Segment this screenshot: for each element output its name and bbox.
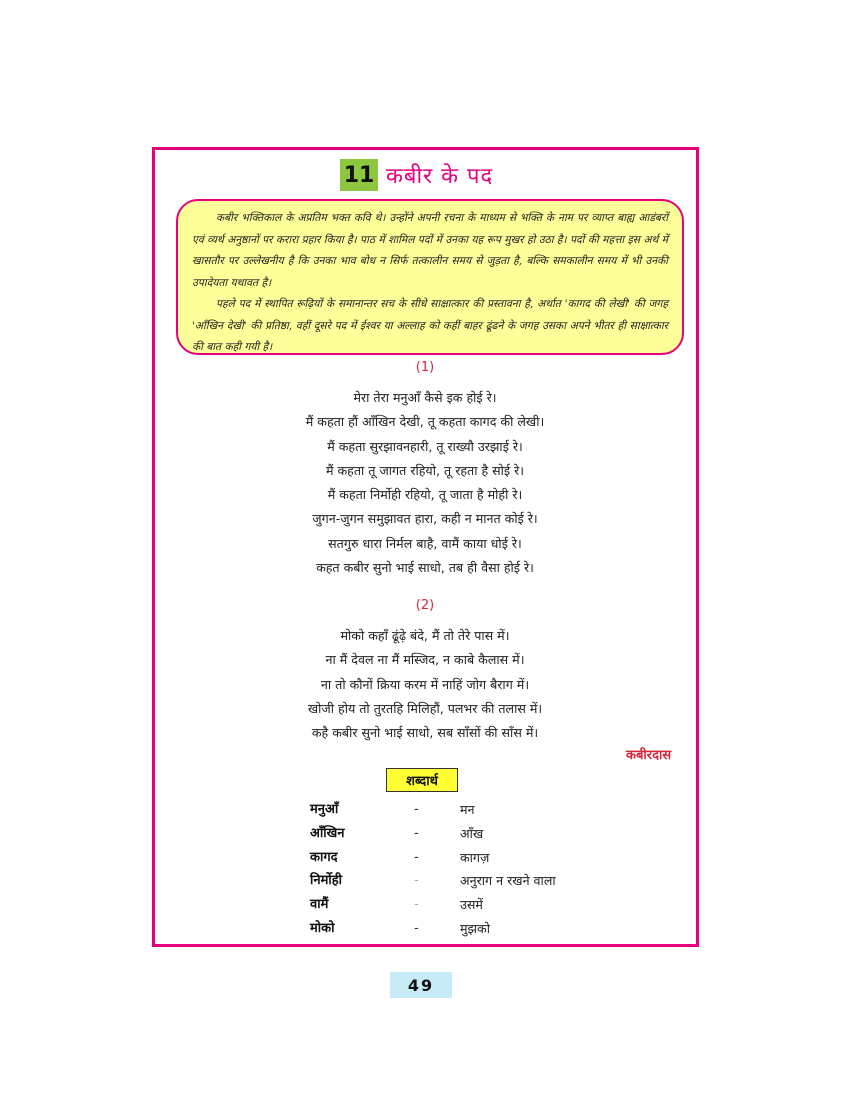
chapter-title: कबीर के पद <box>386 164 494 189</box>
glossary-meaning: मुझको <box>460 920 490 936</box>
glossary-word: मनुआँ <box>310 802 339 817</box>
page-number: 49 <box>390 972 452 998</box>
intro-paragraph-2: पहले पद में स्थापित रूढ़ियों के समानान्तर सच के सीधे साक्षात्कार की प्रस्तावना है, अर्थात 'कागद की लेखी' की जगह 'आँखिन देखी' की प्रतिष्ठा, वहीं दूसरे पद में ईश्वर या अल्लाह को कहीं बाहर ढूंढने के जगह उसका अपने भीतर ही साक्षात्कार की बात कही गयी है। <box>192 298 668 353</box>
glossary-dash: - <box>414 873 419 889</box>
poem-line: मेरा तेरा मनुआँ कैसे इक होई रे। <box>353 390 497 405</box>
poem-line: कहै कबीर सुनो भाई साधो, सब साँसों की साँस में। <box>311 725 539 741</box>
poem-line: मैं कहता निर्मोही रहियो, तू जाता है मोही रे। <box>327 487 523 503</box>
glossary-entry <box>310 869 630 893</box>
chapter-heading <box>340 158 493 192</box>
intro-paragraph-1: कबीर भक्तिकाल के अप्रतिम भक्त कवि थे। उन्होंने अपनी रचना के माध्यम से भक्ति के नाम पर व्याप्त बाह्य आडंबरों एवं व्यर्थ अनुष्ठानों पर करारा प्रहार किया है। पाठ में शामिल पदों में उनका यह रूप मुखर हो उठा है। पदों की महत्ता इस अर्थ में खासतौर पर उल्लेखनीय है कि उनका भाव बोध न सिर्फ तत्कालीन समय से जुड़ता है, बल्कि समकालीन समय में भी उनकी उपादेयता यथावत है। <box>192 212 668 289</box>
glossary-word: कागद <box>310 849 338 865</box>
glossary-word: मोको <box>310 920 335 936</box>
poem-line: मोको कहाँ ढूंढ़े बंदे, मैं तो तेरे पास में। <box>340 628 510 643</box>
glossary-dash: - <box>414 897 419 913</box>
glossary-entry <box>310 798 630 822</box>
glossary-title: शब्दार्थ <box>386 768 458 792</box>
poem-line: मैं कहता हौं आँखिन देखी, तू कहता कागद की लेखी। <box>305 414 545 430</box>
glossary-dash: - <box>414 825 419 841</box>
poem-1-number: (1) <box>415 360 435 375</box>
glossary-entry <box>310 846 630 870</box>
poem-2-number: (2) <box>415 598 435 613</box>
poem-line: मैं कहता तू जागत रहियो, तू रहता है सोई रे। <box>325 462 525 478</box>
chapter-number: 11 <box>340 159 378 191</box>
poem-line: कहत कबीर सुनो भाई साधो, तब ही वैसा होई रे। <box>316 560 534 576</box>
glossary-list <box>310 798 630 941</box>
glossary-dash: - <box>414 849 419 865</box>
poem-line: खोजी होय तो तुरतहि मिलिहौं, पलभर की तलास में। <box>307 700 543 716</box>
poem-2 <box>200 624 650 745</box>
poem-line: मैं कहता सुरझावनहारी, तू राख्यौ उरझाई रे। <box>327 438 523 454</box>
poet-name: कबीरदास <box>626 748 672 763</box>
glossary-meaning: कागज़ <box>460 849 490 865</box>
glossary-dash: - <box>414 802 419 817</box>
glossary-meaning: आँख <box>460 825 484 841</box>
poem-1 <box>200 386 650 580</box>
glossary-meaning: उसमें <box>460 897 483 913</box>
poem-line: ना मैं देवल ना मैं मस्जिद, न काबे कैलास में। <box>325 652 525 668</box>
glossary-entry <box>310 893 630 917</box>
glossary-meaning: मन <box>460 802 475 817</box>
glossary-word: आँखिन <box>310 825 345 841</box>
poem-line: सतगुरु धारा निर्मल बाहै, वामैं काया धोई रे। <box>328 535 522 551</box>
glossary-word: निर्मोही <box>310 873 342 889</box>
glossary-dash: - <box>414 920 419 936</box>
poem-line: ना तो कौनों क्रिया करम में नाहिं जोग बैराग में। <box>320 676 530 692</box>
glossary-entry <box>310 822 630 846</box>
glossary-meaning: अनुराग न रखने वाला <box>460 873 556 889</box>
poem-line: जुगन-जुगन समुझावत हारा, कही न मानत कोई रे। <box>312 511 538 527</box>
introduction-box <box>176 199 684 355</box>
glossary-word: वामैं <box>310 897 329 913</box>
glossary-entry <box>310 917 630 941</box>
